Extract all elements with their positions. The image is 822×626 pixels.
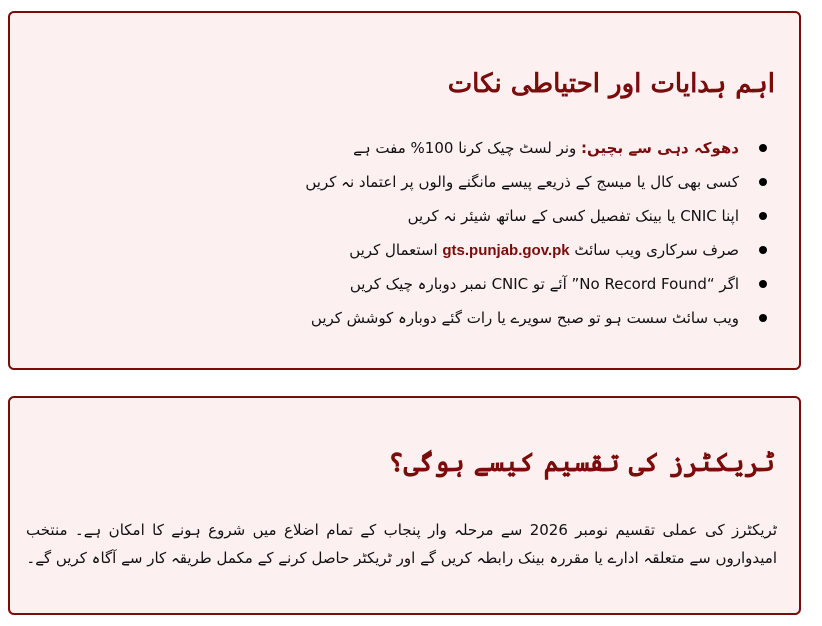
precautions-list: [30, 131, 771, 335]
bullet-icon: [759, 314, 767, 322]
list-item: [30, 301, 771, 335]
bullet-icon: [759, 280, 767, 288]
list-item: [30, 199, 771, 233]
list-item: [30, 165, 771, 199]
official-website-link[interactable]: gts.punjab.gov.pk: [442, 242, 570, 259]
distribution-card: [8, 396, 801, 615]
bullet-icon: [759, 246, 767, 254]
list-item-text: ویب سائٹ سست ہو تو صبح سویرے یا رات گئے دوبارہ کوشش کریں: [310, 309, 739, 327]
list-item: [30, 131, 771, 165]
list-item-text: کسی بھی کال یا میسج کے ذریعے پیسے مانگنے والوں پر اعتماد نہ کریں: [305, 173, 739, 191]
list-item: [30, 233, 771, 267]
list-item: [30, 267, 771, 301]
distribution-paragraph: ٹریکٹرز کی عملی تقسیم نومبر 2026 سے مرحلہ وار پنجاب کے تمام اضلاع میں شروع ہونے کا امکان ہے۔ منتخب امیدواروں سے متعلقہ ادارے یا مقررہ بینک رابطہ کریں گے اور ٹریکٹر حاصل کرنے کے مکمل طریقہ کار سے آگاہ کریں گے۔: [26, 521, 777, 567]
list-item-text: ونر لسٹ چیک کرنا 100% مفت ہے: [353, 139, 582, 157]
precautions-heading: اہم ہدایات اور احتیاطی نکات: [447, 69, 775, 99]
list-item-text: استعمال کریں: [349, 241, 443, 259]
fraud-warning-label: دھوکہ دہی سے بچیں:: [581, 139, 739, 157]
bullet-icon: [759, 178, 767, 186]
bullet-icon: [759, 144, 767, 152]
bullet-icon: [759, 212, 767, 220]
list-item-text: صرف سرکاری ویب سائٹ: [569, 241, 739, 259]
precautions-card: [8, 11, 801, 370]
list-item-text: اگر “No Record Found” آئے تو CNIC نمبر دوبارہ چیک کریں: [349, 275, 739, 293]
list-item-text: اپنا CNIC یا بینک تفصیل کسی کے ساتھ شیئر نہ کریں: [407, 207, 739, 225]
distribution-heading: ٹریکٹرز کی تقسیم کیسے ہوگی؟: [388, 448, 775, 478]
